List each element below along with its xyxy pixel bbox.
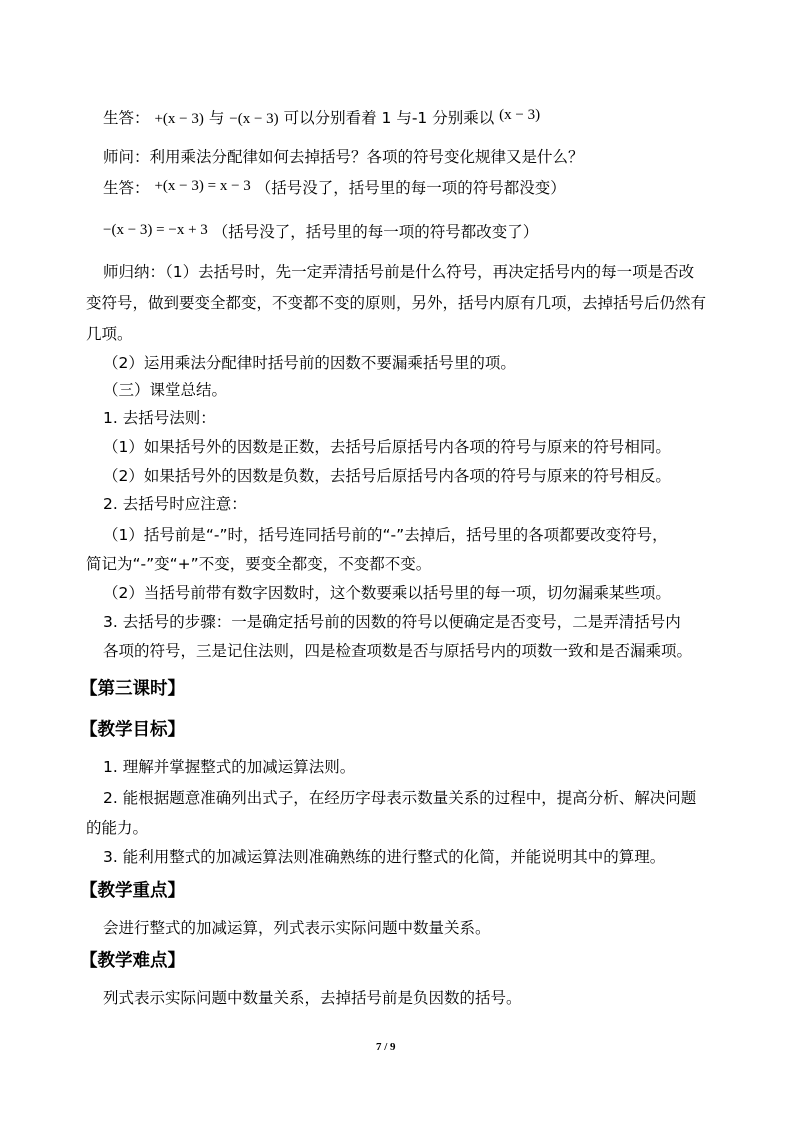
math-expression: +(x − 3) = x − 3	[154, 178, 251, 194]
summary-line: 变符号，做到要变全都变，不变都不变的原则，另外，括号内原有几项，去掉括号后仍然有	[86, 294, 707, 312]
rule-item: （1）如果括号外的因数是正数，去括号后原括号内各项的符号与原来的符号相同。	[103, 438, 671, 456]
keypoint-text: 会进行整式的加减运算，列式表示实际问题中数量关系。	[103, 919, 491, 937]
summary-line: 几项。	[86, 325, 133, 343]
teacher-question: 师问：利用乘法分配律如何去掉括号？各项的符号变化规律又是什么？	[103, 148, 584, 166]
section-heading-keypoints: 【教学重点】	[80, 881, 185, 901]
text-fragment: （括号没了，括号里的每一项的符号都改变了）	[212, 223, 539, 241]
note-item: （1）括号前是“-”时，括号连同括号前的“-”去掉后，括号里的各项都要改变符号，	[103, 526, 668, 544]
speaker-label: 生答：	[103, 179, 150, 197]
answer-line-2	[103, 178, 566, 199]
math-expression: +(x − 3)	[154, 111, 204, 127]
text-fragment: （括号没了，括号里的每一项的符号都没变）	[255, 179, 566, 197]
answer-line-3	[103, 222, 538, 243]
math-expression: −(x − 3)	[229, 111, 279, 127]
lesson-heading: 【第三课时】	[80, 679, 185, 699]
speaker-label: 生答：	[103, 109, 150, 127]
note-heading: 2. 去括号时应注意：	[103, 495, 247, 513]
page-number: 7 / 9	[376, 1041, 396, 1053]
section-heading-difficulties: 【教学难点】	[80, 951, 185, 971]
rule-item: （2）如果括号外的因数是负数，去括号后原括号内各项的符号与原来的符号相反。	[103, 467, 671, 485]
section-heading-objectives: 【教学目标】	[80, 720, 185, 740]
math-expression: −(x − 3) = −x + 3	[103, 222, 208, 238]
objective-item: 2. 能根据题意准确列出式子，在经历字母表示数量关系的过程中，提高分析、解决问题	[103, 789, 697, 807]
note-item: （2）当括号前带有数字因数时，这个数要乘以括号里的每一项，切勿漏乘某些项。	[103, 584, 671, 602]
steps-item: 3. 去括号的步骤：一是确定括号前的因数的符号以便确定是否变号，二是弄清括号内	[103, 613, 681, 631]
steps-item: 各项的符号，三是记住法则，四是检查项数是否与原括号内的项数一致和是否漏乘项。	[103, 642, 693, 660]
objective-item: 的能力。	[86, 819, 149, 837]
rule-heading: 1. 去括号法则：	[103, 409, 216, 427]
math-expression: (x − 3)	[499, 107, 541, 123]
text-fragment: 与	[208, 109, 225, 127]
summary-line: 师归纳：（1）去括号时，先一定弄清括号前是什么符号，再决定括号内的每一项是否改	[103, 263, 695, 281]
summary-point-2: （2）运用乘法分配律时括号前的因数不要漏乘括号里的项。	[103, 354, 516, 372]
note-item: 简记为“-”变“+”不变，要变全都变，不变都不变。	[86, 555, 432, 573]
difficulty-text: 列式表示实际问题中数量关系，去掉括号前是负因数的括号。	[103, 989, 522, 1007]
text-fragment: 可以分别看着 1 与-1 分别乘以	[283, 109, 495, 127]
section-heading: （三）课堂总结。	[103, 381, 228, 399]
objective-item: 3. 能利用整式的加减运算法则准确熟练的进行整式的化简，并能说明其中的算理。	[103, 848, 666, 866]
answer-line-1	[103, 108, 540, 129]
objective-item: 1. 理解并掌握整式的加减运算法则。	[103, 758, 356, 776]
